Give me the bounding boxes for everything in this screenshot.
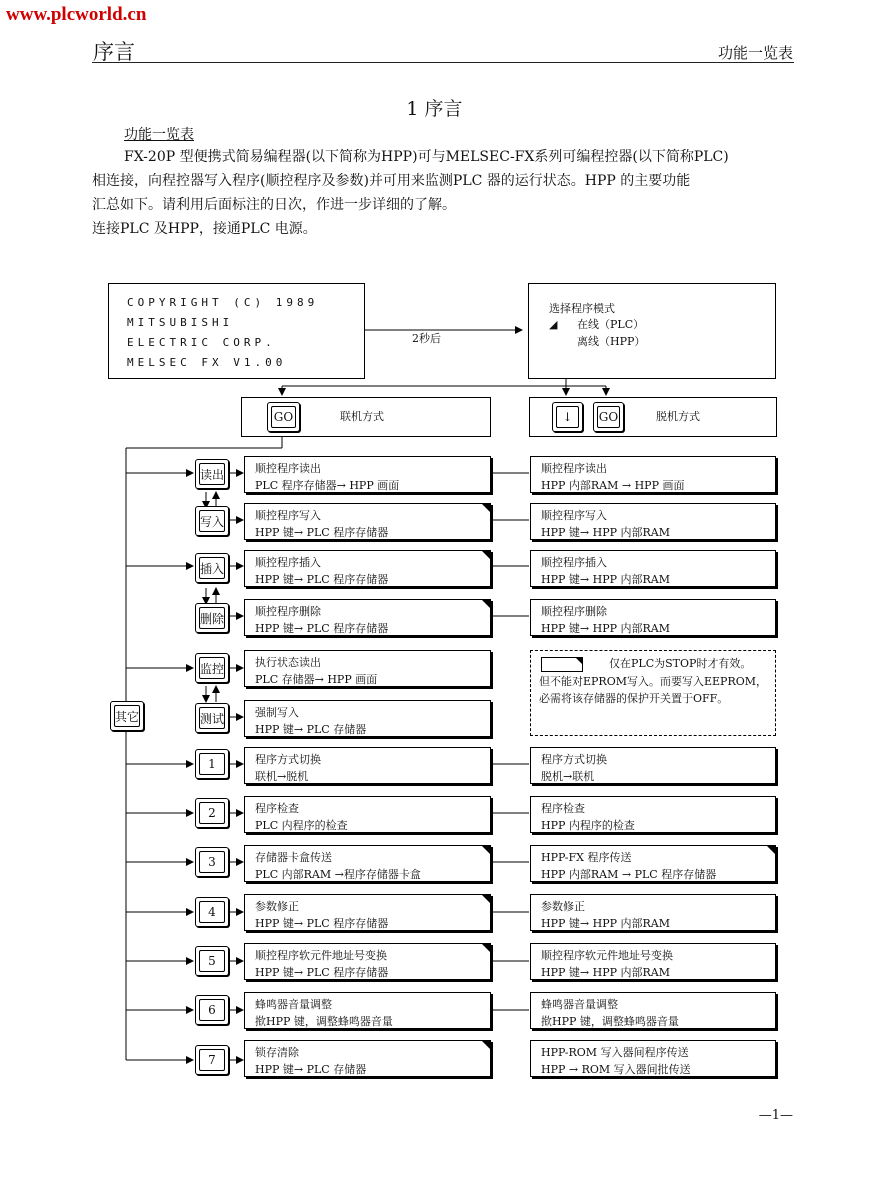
func-title: 顺控程序软元件地址号变换	[255, 949, 387, 962]
func-desc: 脱机→联机	[541, 770, 595, 783]
page-number: —1—	[758, 1108, 793, 1123]
func-desc: HPP 键→ PLC 存储器	[255, 1063, 367, 1076]
offline-read-box	[530, 456, 776, 493]
note-line-3: 必需将该存储器的保护开关置于OFF。	[539, 692, 729, 705]
stop-only-marker	[767, 846, 775, 854]
key-4[interactable]	[195, 897, 229, 927]
note-legend-box	[541, 657, 583, 672]
write-key[interactable]	[195, 506, 229, 536]
intro-line-3: 汇总如下。请利用后面标注的日次，作进一步详细的了解。	[92, 197, 456, 213]
copyright-line-4: MELSEC FX V1.00	[127, 356, 287, 369]
online-delete-box	[244, 599, 491, 636]
func-desc: HPP 键→ PLC 程序存储器	[255, 966, 389, 979]
key-2-label: 2	[199, 802, 225, 824]
online-func6-box	[244, 992, 491, 1029]
online-func2-box	[244, 796, 491, 833]
intro-line-2: 相连接，向程控器写入程序(顺控程序及参数)并可用来监测PLC 器的运行状态。HPP 的主要功能	[92, 173, 691, 189]
copyright-line-2: MITSUBISHI	[127, 316, 234, 329]
func-title: 锁存清除	[255, 1046, 299, 1059]
delete-key[interactable]	[195, 603, 229, 633]
offline-func1-box	[530, 747, 776, 784]
mode-title: 选择程序模式	[549, 302, 615, 315]
online-test-box	[244, 700, 491, 737]
func-title: 蜂鸣器音量调整	[255, 998, 332, 1011]
offline-func4-box	[530, 894, 776, 931]
header-right: 功能一览表	[717, 44, 793, 62]
stop-only-marker	[482, 551, 490, 559]
key-4-label: 4	[199, 901, 225, 923]
stop-only-marker	[482, 944, 490, 952]
copyright-screen	[108, 283, 365, 379]
online-write-box	[244, 503, 491, 540]
offline-delete-box	[530, 599, 776, 636]
func-title: 参数修正	[255, 900, 299, 913]
watermark: www.plcworld.cn	[6, 4, 147, 25]
mode-select-screen	[528, 283, 776, 379]
func-desc: HPP 键→ PLC 程序存储器	[255, 573, 389, 586]
offline-func3-box	[530, 845, 776, 882]
func-desc: HPP → ROM 写入器间批传送	[541, 1063, 691, 1076]
func-title: 参数修正	[541, 900, 585, 913]
online-func4-box	[244, 894, 491, 931]
key-5-label: 5	[199, 950, 225, 972]
insert-key[interactable]	[195, 553, 229, 583]
stop-only-marker	[482, 1041, 490, 1049]
func-desc: HPP 键→ HPP 内部RAM	[541, 573, 670, 586]
func-title: 顺控程序读出	[541, 462, 607, 475]
func-desc: PLC 内程序的检查	[255, 819, 348, 832]
read-key[interactable]	[195, 459, 229, 489]
func-desc: HPP 键→ PLC 程序存储器	[255, 526, 389, 539]
func-desc: HPP 键→ HPP 内部RAM	[541, 526, 670, 539]
func-desc: HPP 内部RAM → PLC 程序存储器	[541, 868, 717, 881]
offline-func6-box	[530, 992, 776, 1029]
copyright-line-1: COPYRIGHT (C) 1989	[127, 296, 319, 309]
online-func3-box	[244, 845, 491, 882]
page-title: 1 序言	[406, 98, 463, 120]
func-title: 顺控程序插入	[255, 556, 321, 569]
offline-func5-box	[530, 943, 776, 980]
func-desc: 揿HPP 键，调整蜂鸣器音量	[541, 1015, 679, 1028]
func-title: 强制写入	[255, 706, 299, 719]
test-key[interactable]	[195, 703, 229, 733]
offline-insert-box	[530, 550, 776, 587]
key-6-label: 6	[199, 999, 225, 1021]
func-desc: HPP 键→ HPP 内部RAM	[541, 622, 670, 635]
intro-line-1: FX-20P 型便携式简易编程器(以下简称为HPP)可与MELSEC-FX系列可编程控器(以下简称PLC)	[124, 149, 729, 165]
func-title: 顺控程序写入	[541, 509, 607, 522]
monitor-key-label: 监控	[199, 657, 225, 679]
func-title: 程序检查	[541, 802, 585, 815]
key-7-label: 7	[199, 1049, 225, 1071]
key-1[interactable]	[195, 749, 229, 779]
key-3-label: 3	[199, 851, 225, 873]
func-title: 存储器卡盒传送	[255, 851, 332, 864]
func-title: 顺控程序插入	[541, 556, 607, 569]
func-title: 顺控程序写入	[255, 509, 321, 522]
down-arrow-key[interactable]	[552, 402, 583, 432]
func-desc: HPP 键→ HPP 内部RAM	[541, 917, 670, 930]
stop-only-marker	[482, 846, 490, 854]
func-title: 执行状态读出	[255, 656, 321, 669]
func-title: 程序检查	[255, 802, 299, 815]
online-func7-box	[244, 1040, 491, 1077]
func-desc: 揿HPP 键，调整蜂鸣器音量	[255, 1015, 393, 1028]
section-subtitle: 功能一览表	[124, 127, 194, 143]
func-desc: HPP 键→ PLC 程序存储器	[255, 622, 389, 635]
online-mode-label: 联机方式	[340, 410, 384, 423]
func-desc: PLC 程序存储器→ HPP 画面	[255, 479, 400, 492]
delay-label: 2秒后	[412, 332, 441, 345]
read-key-label: 读出	[199, 463, 225, 485]
func-title: 顺控程序删除	[255, 605, 321, 618]
key-3[interactable]	[195, 847, 229, 877]
func-desc: HPP 内部RAM → HPP 画面	[541, 479, 685, 492]
key-1-label: 1	[199, 753, 225, 775]
stop-only-marker	[482, 504, 490, 512]
online-monitor-box	[244, 650, 491, 687]
func-title: 顺控程序读出	[255, 462, 321, 475]
func-desc: PLC 存储器→ HPP 画面	[255, 673, 378, 686]
go-key-label: GO	[271, 406, 296, 428]
func-title: 程序方式切换	[541, 753, 607, 766]
offline-mode-box	[529, 397, 777, 437]
func-desc: HPP 键→ HPP 内部RAM	[541, 966, 670, 979]
func-title: 程序方式切换	[255, 753, 321, 766]
delete-key-label: 删除	[199, 607, 225, 629]
note-line-2: 但不能对EPROM写入。而要写入EEPROM，	[539, 675, 768, 688]
mode-online-option: 在线（PLC）	[577, 318, 645, 331]
online-insert-box	[244, 550, 491, 587]
go-key-online[interactable]	[267, 402, 300, 432]
key-6[interactable]	[195, 995, 229, 1025]
monitor-key[interactable]	[195, 653, 229, 683]
func-desc: PLC 内部RAM →程序存储器卡盒	[255, 868, 421, 881]
func-title: HPP-ROM 写入器间程序传送	[541, 1046, 689, 1059]
func-title: 蜂鸣器音量调整	[541, 998, 618, 1011]
cursor-icon: ◢	[549, 318, 558, 331]
note-box	[530, 650, 776, 736]
other-key-label: 其它	[114, 705, 140, 727]
copyright-line-3: ELECTRIC CORP.	[127, 336, 276, 349]
online-read-box	[244, 456, 491, 493]
note-line-1: 仅在PLC为STOP时才有效。	[609, 657, 752, 670]
stop-only-marker	[482, 895, 490, 903]
offline-mode-label: 脱机方式	[656, 410, 700, 423]
down-arrow-icon: ↓	[556, 406, 579, 428]
key-7[interactable]	[195, 1045, 229, 1075]
online-func1-box	[244, 747, 491, 784]
offline-func7-box	[530, 1040, 776, 1077]
online-func5-box	[244, 943, 491, 980]
offline-write-box	[530, 503, 776, 540]
stop-only-marker	[482, 600, 490, 608]
key-5[interactable]	[195, 946, 229, 976]
mode-offline-option: 离线（HPP）	[577, 335, 646, 348]
go-key-label: GO	[597, 406, 620, 428]
intro-line-4: 连接PLC 及HPP，接通PLC 电源。	[92, 221, 317, 237]
func-desc: 联机→脱机	[255, 770, 309, 783]
func-desc: HPP 键→ PLC 程序存储器	[255, 917, 389, 930]
func-desc: HPP 内程序的检查	[541, 819, 635, 832]
go-key-offline[interactable]	[593, 402, 624, 432]
func-title: HPP-FX 程序传送	[541, 851, 632, 864]
online-mode-box	[241, 397, 491, 437]
write-key-label: 写入	[199, 510, 225, 532]
test-key-label: 测试	[199, 707, 225, 729]
insert-key-label: 插入	[199, 557, 225, 579]
func-desc: HPP 键→ PLC 存储器	[255, 723, 367, 736]
other-key[interactable]	[110, 701, 144, 731]
func-title: 顺控程序软元件地址号变换	[541, 949, 673, 962]
func-title: 顺控程序删除	[541, 605, 607, 618]
header-left: 序言	[93, 40, 135, 64]
offline-func2-box	[530, 796, 776, 833]
key-2[interactable]	[195, 798, 229, 828]
